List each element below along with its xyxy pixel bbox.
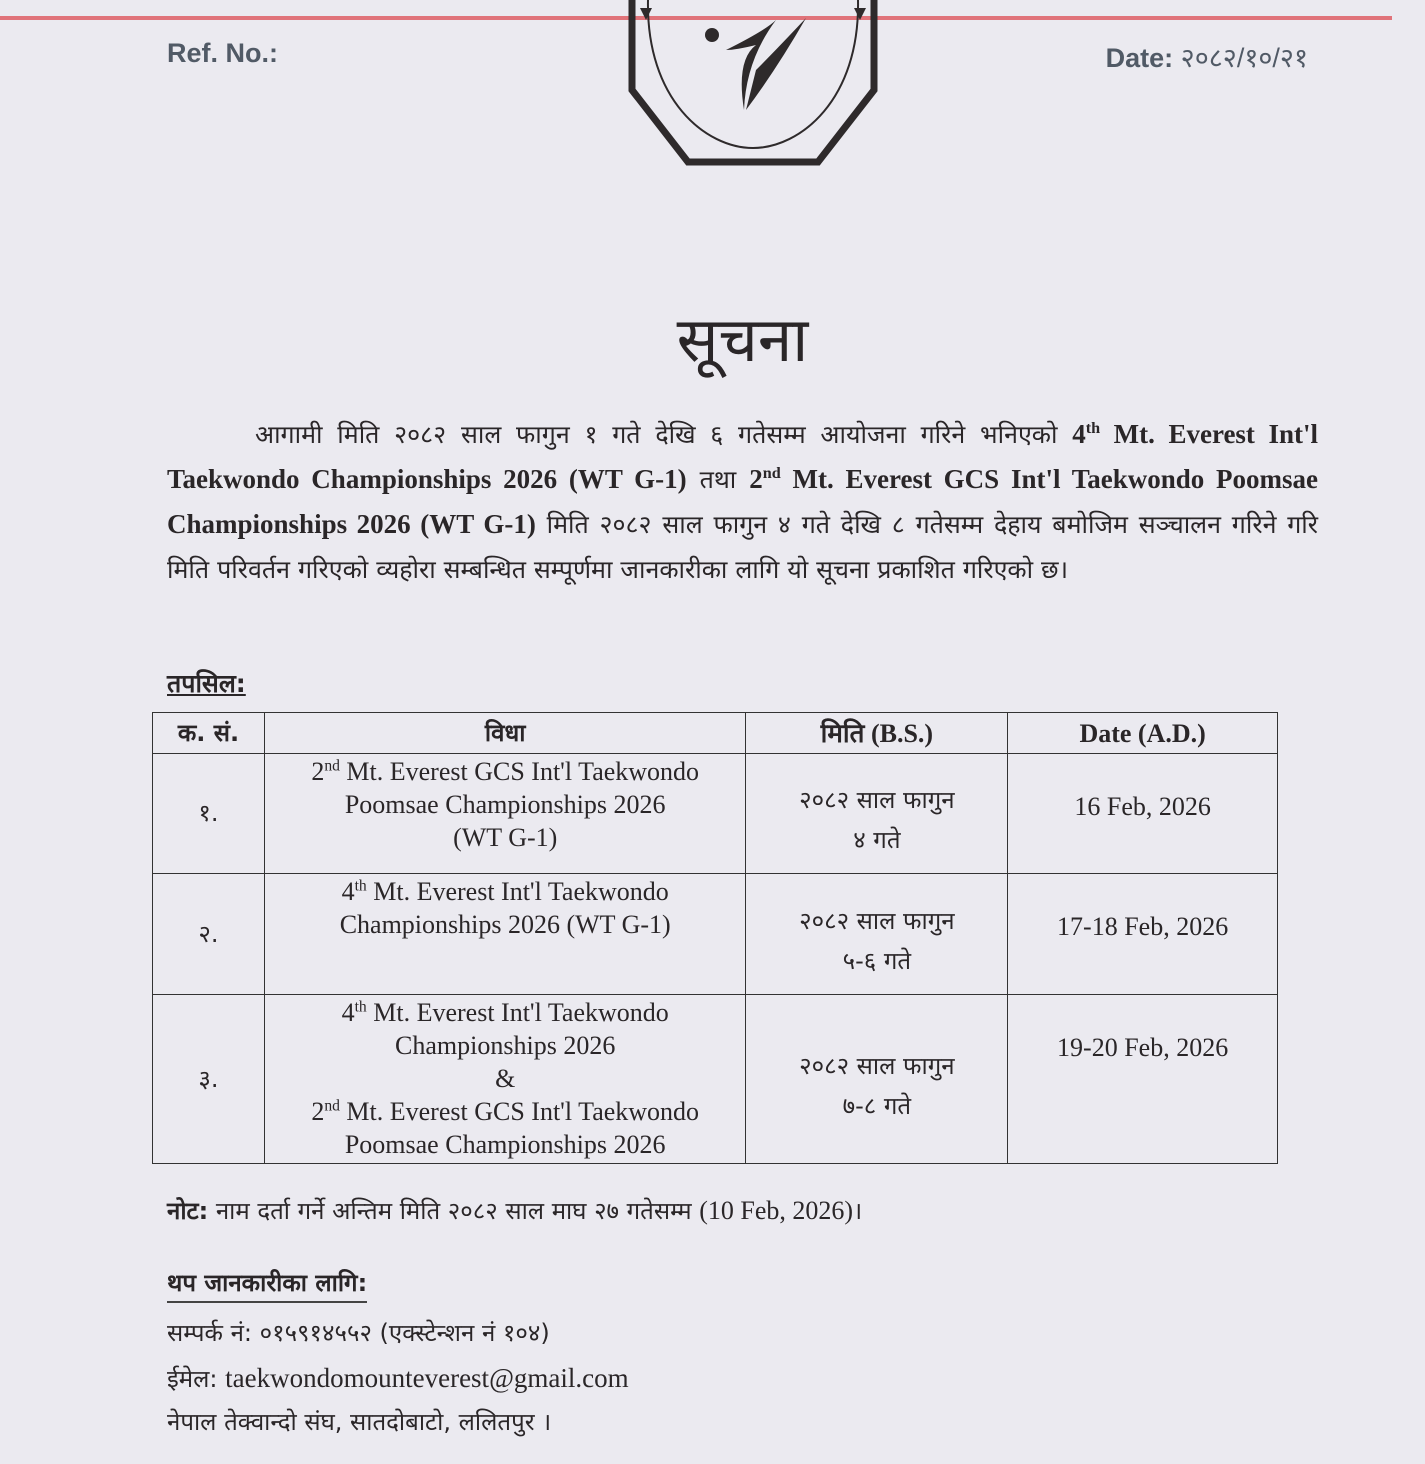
contact-address: नेपाल तेक्वान्दो संघ, सातदोबाटो, ललितपुर । bbox=[167, 1408, 552, 1436]
date-label: Date: bbox=[1105, 43, 1174, 73]
contact-heading: थप जानकारीका लागि: bbox=[167, 1266, 367, 1303]
row-date-bs bbox=[746, 995, 1008, 1164]
table-row bbox=[153, 995, 1278, 1164]
header-event: विधा bbox=[264, 713, 746, 754]
event-line: (WT G-1) bbox=[453, 823, 558, 852]
note-label: नोट: bbox=[167, 1197, 209, 1225]
event-line: 4th Mt. Everest Int'l Taekwondo bbox=[341, 877, 669, 906]
row-date-ad: 19-20 Feb, 2026 bbox=[1008, 995, 1278, 1164]
email-label: ईमेल: bbox=[167, 1365, 218, 1393]
row-date-bs bbox=[746, 874, 1008, 995]
header-sn: क. सं. bbox=[153, 713, 265, 754]
event-line: 2nd Mt. Everest GCS Int'l Taekwondo bbox=[311, 1097, 700, 1126]
header-date-bs: मिति (B.S.) bbox=[746, 713, 1008, 754]
row-date-ad: 17-18 Feb, 2026 bbox=[1008, 874, 1278, 995]
event-line: Championships 2026 (WT G-1) bbox=[339, 910, 671, 939]
note-date-ad: (10 Feb, 2026) bbox=[699, 1196, 854, 1225]
date-bs-line: २०८२ साल फागुन bbox=[799, 906, 955, 935]
phone-value: ०१५९१४५५२ (एक्स्टेन्शन नं १०४) bbox=[251, 1319, 550, 1347]
notice-body bbox=[167, 412, 1318, 592]
row-date-ad: 16 Feb, 2026 bbox=[1008, 754, 1278, 874]
event-line: & bbox=[495, 1064, 516, 1093]
note-end: । bbox=[853, 1197, 863, 1225]
date-bs-line: ५-६ गते bbox=[842, 946, 912, 975]
email-link[interactable]: taekwondomounteverest@gmail.com bbox=[225, 1363, 629, 1393]
event-name-1: 4th Mt. Everest Int'l Taekwondo Championships 2026 (WT G-1) bbox=[167, 419, 1318, 494]
row-sn: २. bbox=[153, 874, 265, 995]
table-row bbox=[153, 754, 1278, 874]
row-event bbox=[264, 754, 746, 874]
event-name-2: 2nd Mt. Everest GCS Int'l Taekwondo Poomsae Championships 2026 (WT G-1) bbox=[167, 464, 1319, 539]
body-text: आगामी मिति २०८२ साल फागुन १ गते देखि ६ गतेसम्म आयोजना गरिने भनिएको bbox=[255, 420, 1073, 449]
nepal-taekwondo-association-logo bbox=[626, 0, 880, 168]
letter-date bbox=[1106, 38, 1308, 75]
event-line: Poomsae Championships 2026 bbox=[344, 790, 666, 819]
row-sn: ३. bbox=[153, 995, 265, 1164]
note-text: नाम दर्ता गर्ने अन्तिम मिति २०८२ साल माघ २७ गतेसम्म bbox=[208, 1197, 700, 1225]
row-event bbox=[264, 874, 746, 995]
contact-phone bbox=[167, 1316, 550, 1349]
phone-label: सम्पर्क नं: bbox=[167, 1319, 252, 1347]
event-line: Championships 2026 bbox=[395, 1031, 616, 1060]
row-sn: १. bbox=[153, 754, 265, 874]
table-header-row bbox=[153, 713, 1278, 754]
contact-email bbox=[167, 1362, 629, 1395]
registration-deadline-note bbox=[167, 1194, 862, 1227]
event-line: 4th Mt. Everest Int'l Taekwondo bbox=[341, 998, 669, 1027]
schedule-table bbox=[152, 712, 1278, 1164]
ref-number-label: Ref. No.: bbox=[167, 38, 278, 68]
date-bs-line: २०८२ साल फागुन bbox=[799, 1051, 955, 1080]
body-text: मिति २०८२ साल फागुन ४ गते देखि ८ गतेसम्म देहाय बमोजिम सञ्चालन गरिने गरि मिति परिवर्तन गरिएको व्यहोरा सम्बन्धित सम्पूर्णमा जानकारीका लागि यो सूचना प्रकाशित गरिएको छ। bbox=[167, 510, 1318, 584]
date-value: २०८२/१०/२१ bbox=[1180, 43, 1308, 73]
details-heading: तपसिल: bbox=[167, 669, 246, 698]
date-bs-line: २०८२ साल फागुन bbox=[799, 786, 955, 814]
body-text: तथा bbox=[686, 465, 750, 494]
row-event bbox=[264, 995, 746, 1164]
row-date-bs bbox=[746, 754, 1008, 874]
date-bs-line: ७-८ गते bbox=[842, 1091, 912, 1120]
header-date-ad: Date (A.D.) bbox=[1008, 713, 1278, 754]
event-line: Poomsae Championships 2026 bbox=[344, 1130, 666, 1159]
table-row bbox=[153, 874, 1278, 995]
notice-title: सूचना bbox=[676, 303, 809, 376]
event-line: 2nd Mt. Everest GCS Int'l Taekwondo bbox=[311, 757, 700, 786]
date-bs-line: ४ गते bbox=[853, 826, 901, 854]
